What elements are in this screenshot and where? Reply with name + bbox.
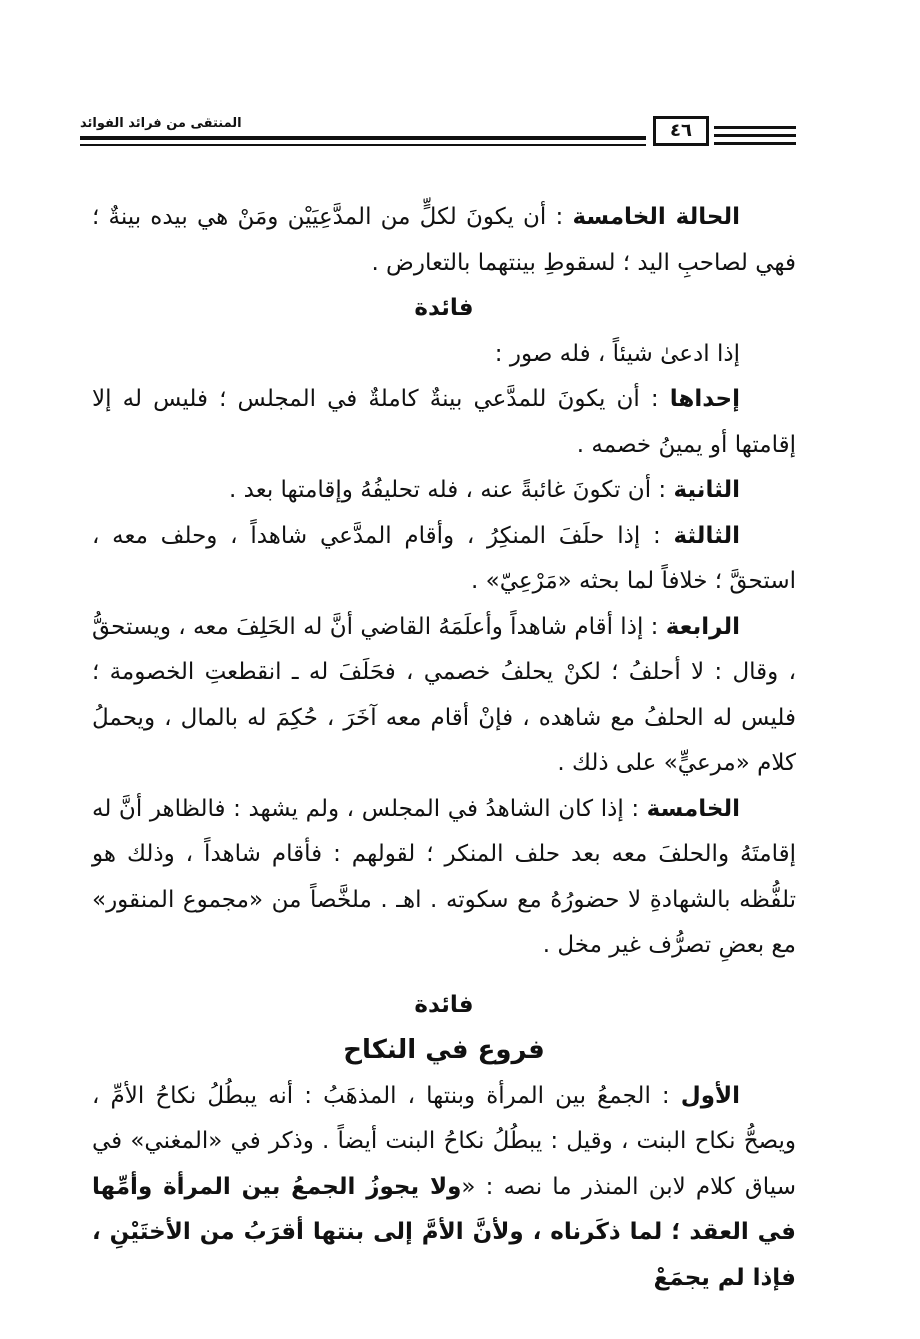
paragraph-label: الثالثة <box>673 522 740 549</box>
section-heading-benefit-2: فائدة <box>414 991 474 1018</box>
running-title: المنتقى من فرائد الفوائد <box>80 116 242 131</box>
header-rule-right-2 <box>714 134 796 137</box>
section-heading-benefit: فائدة <box>414 295 474 321</box>
paragraph-fourth <box>92 605 796 787</box>
paragraph-third <box>92 514 796 605</box>
header-rule-right-1 <box>714 126 796 129</box>
section-heading-marriage-branches: فروع في النكاح <box>343 1035 545 1065</box>
header-rule-left-thin <box>80 144 646 146</box>
paragraph-text: : أن يكونَ للمدَّعي بينةٌ كاملةٌ في المجلس ؛ فليس له إلا إقامتها أو يمينُ خصمه . <box>92 386 796 458</box>
paragraph-second <box>92 468 796 514</box>
header-rule-left-thick <box>80 136 646 140</box>
paragraph-first <box>92 377 796 468</box>
paragraph-marriage-first <box>92 1074 796 1302</box>
paragraph-text: : الجمعُ بين المرأة وبنتها ، المذهَبُ : أنه يبطُلُ نكاحُ الأمِّ ، ويصحُّ نكاح البنت ، وقيل : يبطُلُ نكاحُ البنت أيضاً . وذكر في «المغني» في سياق كلام لابن المنذر ما نصه : « <box>92 1082 796 1200</box>
paragraph-label: الرابعة <box>665 613 740 640</box>
paragraph-text: : إذا كان الشاهدُ في المجلس ، ولم يشهد : فالظاهر أنَّ له إقامتَهُ والحلفَ معه بعد حلف المنكر ؛ لقولهم : فأقام شاهداً ، وذلك هو تلفُّظه بالشهادةِ لا حضورُهُ مع سكوته . اهـ . ملخَّصاً من «مجموع المنقور» مع بعضِ تصرُّف غير مخل . <box>92 795 796 958</box>
paragraph-text: : إذا أقام شاهداً وأعلَمَهُ القاضي أنَّ له الحَلِفَ معه ، ويستحقُّ ، وقال : لا أحلفُ ؛ لكنْ يحلفُ خصمي ، فحَلَفَ له ـ انقطعتِ الخصومة ؛ فليس له الحلفُ مع شاهده ، فإنْ أقام معه آخَرَ ، حُكِمَ له بالمال ، ويحملُ كلام «مرعيٍّ» على ذلك . <box>92 613 796 776</box>
paragraph-text: : أن يكونَ لكلٍّ من المدَّعِيَيْن ومَنْ هي بيده بينةٌ ؛ فهي لصاحبِ اليد ؛ لسقوطِ بينتهما بالتعارض . <box>92 204 796 276</box>
page-number: ٤٦ <box>653 116 709 146</box>
quoted-text: ولا يجوزُ الجمعُ بين المرأة وأمِّها في العقد ؛ لما ذكَرناه ، ولأنَّ الأمَّ إلى بنتها أقرَبُ من الأختَيْنِ ، فإذا لم يجمَعْ <box>92 1173 796 1291</box>
paragraph-label: الأول <box>680 1082 740 1109</box>
header-rule-right-3 <box>714 142 796 145</box>
paragraph-claim-intro: إذا ادعىٰ شيئاً ، فله صور : <box>494 340 740 367</box>
paragraph-text: : إذا حلَفَ المنكِرُ ، وأقام المدَّعي شاهداً ، وحلف معه ، استحقَّ ؛ خلافاً لما بحثه «مَرْعِيّ» . <box>92 522 796 594</box>
paragraph-label: الخامسة <box>646 795 740 822</box>
page-body <box>92 195 796 1301</box>
paragraph-label: الحالة الخامسة <box>572 204 740 230</box>
paragraph-fifth <box>92 787 796 969</box>
paragraph-text: : أن تكونَ غائبةً عنه ، فله تحليفُهُ وإقامتها بعد . <box>229 477 674 503</box>
page-header <box>80 112 796 156</box>
paragraph-case-five <box>92 195 796 286</box>
paragraph-label: إحداها <box>669 386 740 412</box>
paragraph-label: الثانية <box>673 477 740 503</box>
